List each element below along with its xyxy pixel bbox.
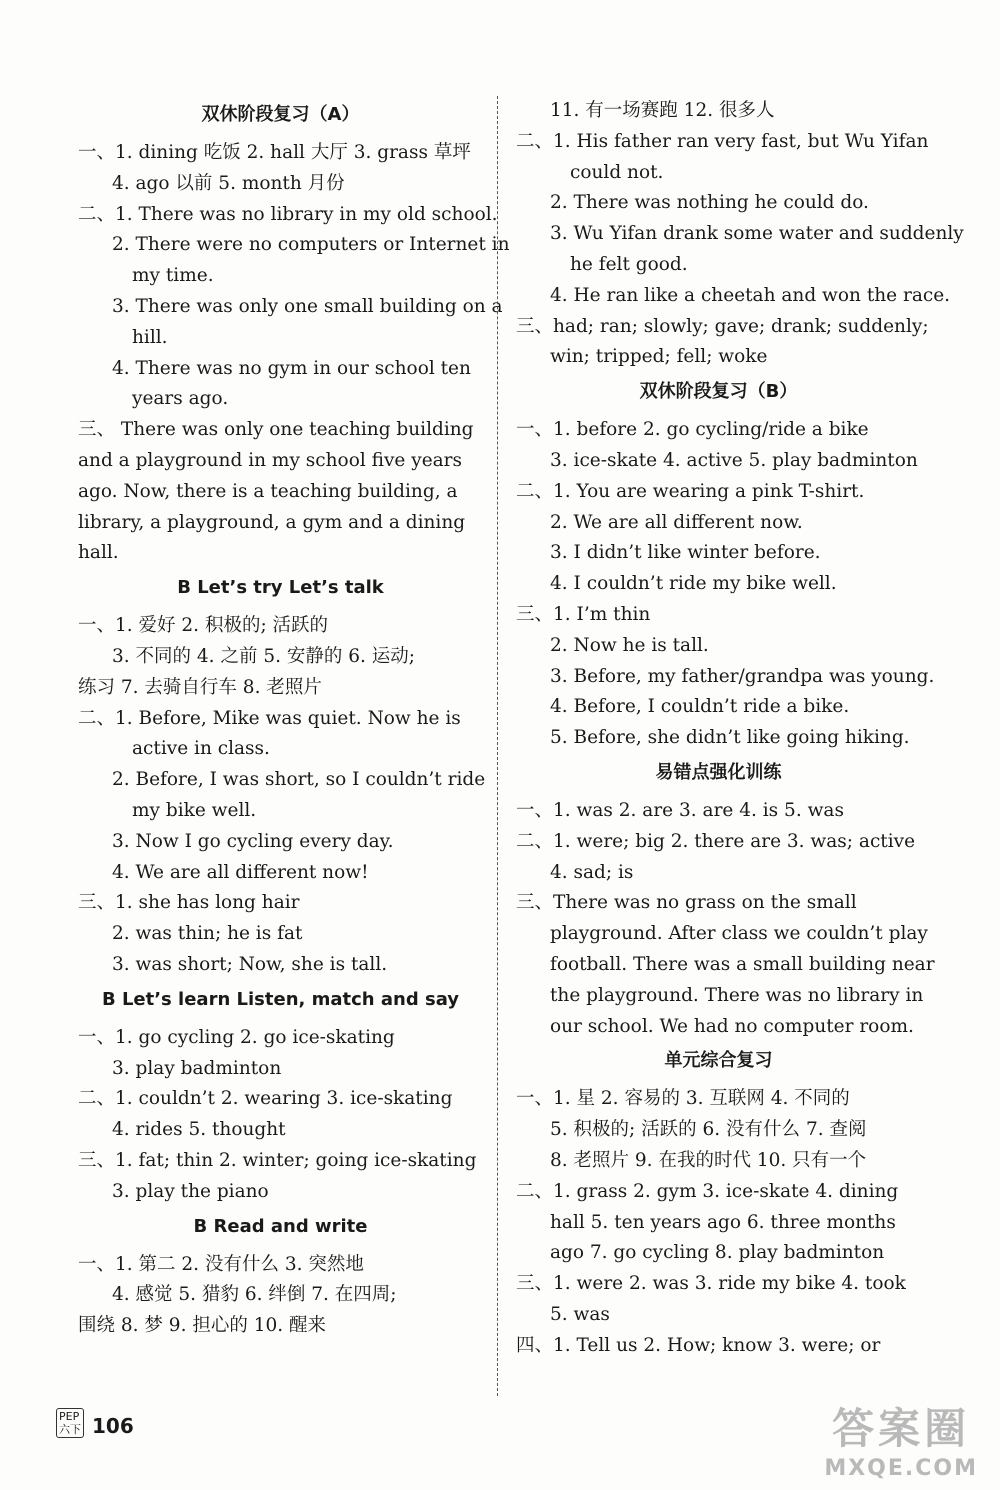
section-heading: 易错点强化训练 (655, 761, 782, 783)
answer-line: hall. (78, 542, 119, 564)
answer-line: hill. (132, 326, 168, 348)
answer-line: 4. sad; is (550, 861, 634, 883)
answer-line: 4. ago 以前 5. month 月份 (112, 172, 345, 194)
answer-line: active in class. (132, 738, 270, 760)
answer-line: 3. Wu Yifan drank some water and suddenly (550, 223, 964, 245)
section-heading: 双休阶段复习（A） (201, 104, 360, 125)
section-heading: B Read and write (193, 1215, 368, 1237)
watermark (824, 1396, 978, 1481)
watermark-logo-text: 答案圈 (832, 1404, 971, 1453)
answer-line: 2. was thin; he is fat (112, 923, 303, 945)
answer-line: 3. 不同的 4. 之前 5. 安静的 6. 运动; (112, 645, 416, 667)
answer-line: 4. There was no gym in our school ten (112, 357, 471, 379)
answer-line: the playground. There was no library in (550, 984, 924, 1006)
answer-line: 3. There was only one small building on a (112, 295, 503, 317)
edition-badge-top: PEP (59, 1410, 80, 1423)
section-heading: B Let’s learn Listen, match and say (101, 988, 460, 1010)
answer-line: 4. He ran like a cheetah and won the race. (550, 284, 951, 306)
answer-line: 三、1. she has long hair (78, 892, 300, 914)
answer-line: 三、had; ran; slowly; gave; drank; suddenly; (516, 315, 929, 337)
answer-line: 二、1. There was no library in my old school. (78, 203, 498, 225)
answer-line: 三、1. fat; thin 2. winter; going ice-skating (78, 1149, 477, 1171)
answer-line: 二、1. were; big 2. there are 3. was; active (516, 830, 916, 852)
answer-line: ago. Now, there is a teaching building, a (78, 480, 458, 502)
answer-line: 3. ice-skate 4. active 5. play badminton (550, 449, 918, 471)
answer-line: could not. (570, 161, 664, 183)
answer-line: 5. Before, she didn’t like going hiking. (550, 727, 910, 749)
answer-line: 5. 积极的; 活跃的 6. 没有什么 7. 查阅 (550, 1119, 867, 1141)
answer-line: 5. was (550, 1303, 610, 1325)
edition-badge-bottom: 六下 (59, 1423, 81, 1436)
answer-line: 一、1. was 2. are 3. are 4. is 5. was (516, 799, 844, 821)
answer-line: 4. I couldn’t ride my bike well. (550, 573, 837, 595)
answer-line: 三、There was no grass on the small (516, 892, 857, 914)
answer-line: 3. Before, my father/grandpa was young. (550, 665, 935, 687)
answer-line: 一、1. 星 2. 容易的 3. 互联网 4. 不同的 (516, 1088, 850, 1110)
answer-line: 3. play the piano (112, 1180, 269, 1202)
answer-line: 二、1. couldn’t 2. wearing 3. ice-skating (78, 1088, 453, 1110)
answer-line: 四、1. Tell us 2. How; know 3. were; or (516, 1334, 881, 1356)
answer-line: win; tripped; fell; woke (550, 346, 768, 368)
answer-line: my bike well. (132, 799, 257, 821)
watermark-url: MXQE.COM (824, 1456, 978, 1481)
answer-line: 3. Now I go cycling every day. (112, 830, 394, 852)
answer-line: 11. 有一场赛跑 12. 很多人 (550, 100, 775, 121)
right-column (516, 96, 964, 1361)
answer-line: my time. (132, 265, 214, 287)
answer-line: 二、1. You are wearing a pink T-shirt. (516, 480, 865, 502)
answer-line: 一、1. dining 吃饭 2. hall 大厅 3. grass 草坪 (78, 142, 471, 163)
answer-line: playground. After class we couldn’t play (550, 923, 928, 945)
answer-line: 2. Before, I was short, so I couldn’t ride (112, 769, 486, 791)
answer-line: 二、1. His father ran very fast, but Wu Yifan (516, 130, 929, 152)
section-heading: B Let’s try Let’s talk (177, 577, 384, 599)
answer-line: 4. rides 5. thought (112, 1119, 286, 1141)
answer-line: 2. We are all different now. (550, 511, 803, 533)
answer-line: 一、1. 爱好 2. 积极的; 活跃的 (78, 615, 329, 637)
column-divider (497, 96, 498, 1396)
answer-line: 4. 感觉 5. 猎豹 6. 绊倒 7. 在四周; (112, 1284, 397, 1306)
answer-line: 8. 老照片 9. 在我的时代 10. 只有一个 (550, 1149, 867, 1171)
page-number: 106 (92, 1414, 134, 1438)
left-column (78, 96, 510, 1342)
answer-line: 二、1. grass 2. gym 3. ice-skate 4. dining (516, 1180, 899, 1202)
answer-line: and a playground in my school five years (78, 449, 463, 471)
answer-line: 一、1. go cycling 2. go ice-skating (78, 1026, 395, 1048)
answer-line: football. There was a small building near (550, 953, 935, 975)
edition-badge (56, 1408, 84, 1438)
answer-line: 3. was short; Now, she is tall. (112, 953, 388, 975)
answer-line: 2. There was nothing he could do. (550, 192, 869, 214)
section-heading: 双休阶段复习（B） (639, 381, 798, 403)
answer-line: 2. Now he is tall. (550, 634, 709, 656)
answer-line: 一、1. 第二 2. 没有什么 3. 突然地 (78, 1253, 364, 1275)
answer-line: our school. We had no computer room. (550, 1015, 914, 1037)
answer-line: 2. There were no computers or Internet in (112, 234, 510, 256)
answer-line: 练习 7. 去骑自行车 8. 老照片 (78, 676, 322, 698)
answer-line: ago 7. go cycling 8. play badminton (550, 1242, 885, 1264)
answer-line: 二、1. Before, Mike was quiet. Now he is (78, 707, 461, 729)
answer-line: 4. We are all different now! (112, 861, 369, 883)
answer-line: 围绕 8. 梦 9. 担心的 10. 醒来 (78, 1315, 327, 1337)
answer-line: 3. I didn’t like winter before. (550, 542, 821, 564)
answer-line: 3. play badminton (112, 1057, 282, 1079)
answer-line: 三、1. were 2. was 3. ride my bike 4. took (516, 1273, 906, 1295)
answer-line: library, a playground, a gym and a dining (78, 511, 466, 533)
answer-line: 一、1. before 2. go cycling/ride a bike (516, 419, 869, 441)
section-heading: 单元综合复习 (664, 1050, 773, 1072)
answer-line: 三、 There was only one teaching building (78, 419, 474, 441)
page-footer (56, 1408, 134, 1438)
answer-line: hall 5. ten years ago 6. three months (550, 1211, 896, 1233)
answer-line: 4. Before, I couldn’t ride a bike. (550, 696, 850, 718)
answer-line: 三、1. I’m thin (516, 603, 651, 625)
answer-line: he felt good. (570, 253, 688, 275)
answer-line: years ago. (132, 388, 229, 410)
